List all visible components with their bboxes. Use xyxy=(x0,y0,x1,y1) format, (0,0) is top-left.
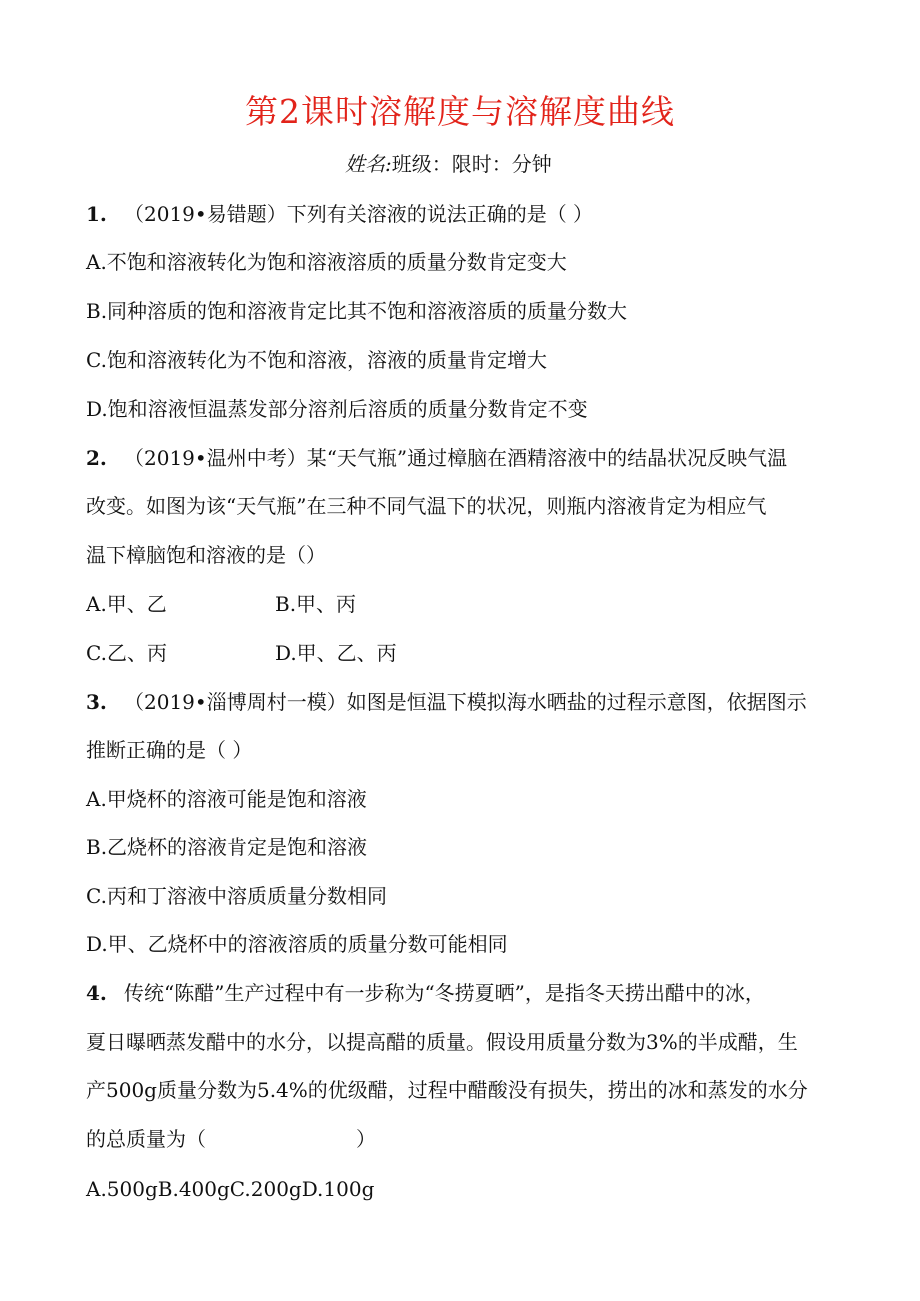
question-3-option-a: A.甲烧杯的溶液可能是饱和溶液 xyxy=(86,787,367,811)
question-4-stem-line-3: 产500g质量分数为5.4%的优级醋，过程中醋酸没有损失，捞出的冰和蒸发的水分 xyxy=(86,1078,808,1102)
closing-paren: ） xyxy=(356,1127,376,1151)
question-text: （2019•温州中考）某“天气瓶”通过樟脑在酒精溶液中的结晶状况反映气温 xyxy=(124,446,788,470)
question-1-option-b: B.同种溶质的饱和溶液肯定比其不饱和溶液溶质的质量分数大 xyxy=(86,299,628,323)
class-time-label: 班级：限时：分钟 xyxy=(391,152,552,176)
question-1-stem xyxy=(86,198,593,227)
question-3-option-c: C.丙和丁溶液中溶质质量分数相同 xyxy=(86,884,387,908)
question-4-options: A.500gB.400gC.200gD.100g xyxy=(86,1177,375,1201)
question-2-stem xyxy=(86,442,787,471)
question-number: 1. xyxy=(86,202,107,226)
question-text: 的总质量为（ xyxy=(86,1127,206,1151)
question-2-option-b: B.甲、丙 xyxy=(275,592,357,616)
question-1-option-c: C.饱和溶液转化为不饱和溶液，溶液的质量肯定增大 xyxy=(86,348,547,372)
name-label: 姓名: xyxy=(345,152,392,176)
question-2-stem-line-2: 改变。如图为该“天气瓶”在三种不同气温下的状况，则瓶内溶液肯定为相应气 xyxy=(86,494,767,518)
question-text: （2019•淄博周村一模）如图是恒温下模拟海水晒盐的过程示意图，依据图示 xyxy=(124,690,807,714)
question-3-option-b: B.乙烧杯的溶液肯定是饱和溶液 xyxy=(86,835,368,859)
question-2-option-c: C.乙、丙 xyxy=(86,641,167,665)
question-text: （2019•易错题）下列有关溶液的说法正确的是（ ） xyxy=(124,202,594,226)
question-2-option-d: D.甲、乙、丙 xyxy=(275,641,397,665)
page-title: 第2课时溶解度与溶解度曲线 xyxy=(245,92,675,131)
student-info-line xyxy=(345,148,552,177)
question-4-stem xyxy=(86,977,765,1006)
question-2-option-a: A.甲、乙 xyxy=(86,592,167,616)
question-1-option-d: D.饱和溶液恒温蒸发部分溶剂后溶质的质量分数肯定不变 xyxy=(86,397,588,421)
question-3-stem-line-2: 推断正确的是（ ） xyxy=(86,738,253,762)
question-3-stem xyxy=(86,686,807,715)
question-3-option-d: D.甲、乙烧杯中的溶液溶质的质量分数可能相同 xyxy=(86,932,508,956)
question-number: 4. xyxy=(86,981,107,1005)
question-4-stem-line-4 xyxy=(86,1123,376,1152)
question-4-stem-line-2: 夏日曝晒蒸发醋中的水分，以提高醋的质量。假设用质量分数为3%的半成醋，生 xyxy=(86,1030,798,1054)
question-number: 3. xyxy=(86,690,107,714)
question-number: 2. xyxy=(86,446,107,470)
question-text: 传统“陈醋”生产过程中有一步称为“冬捞夏晒”，是指冬天捞出醋中的冰， xyxy=(124,981,765,1005)
question-2-stem-line-3: 温下樟脑饱和溶液的是（） xyxy=(86,543,326,567)
question-1-option-a: A.不饱和溶液转化为饱和溶液溶质的质量分数肯定变大 xyxy=(86,250,567,274)
